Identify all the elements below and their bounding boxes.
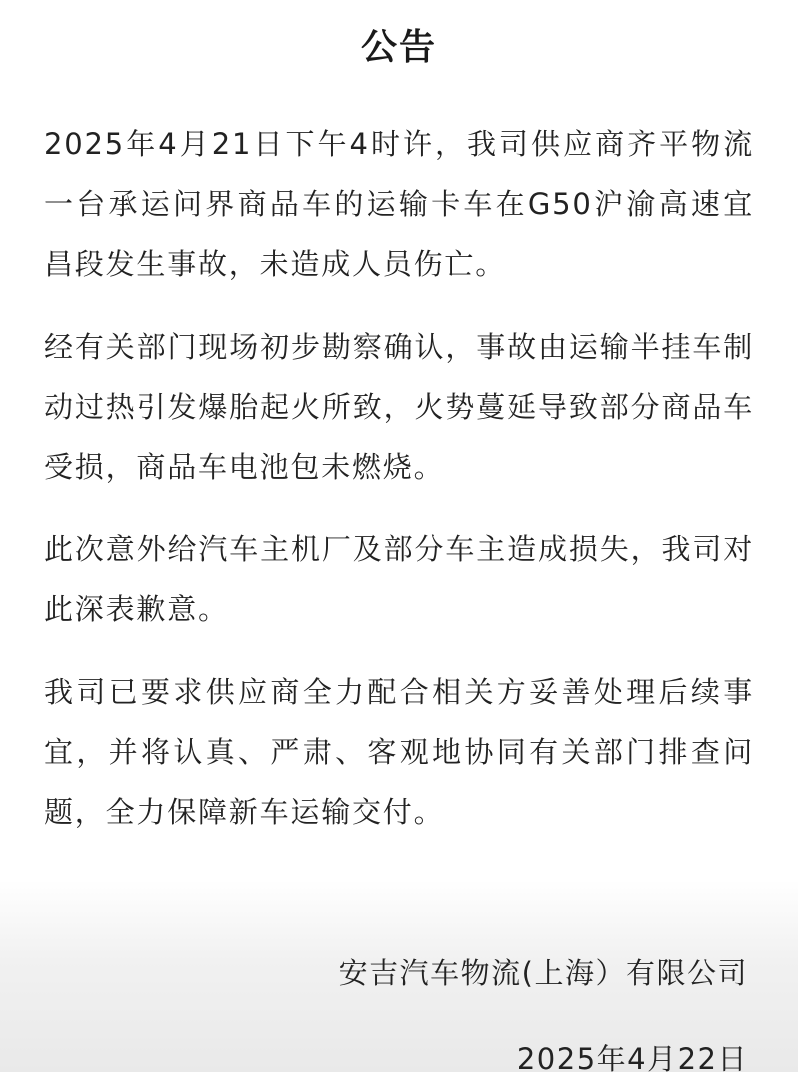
notice-paragraph-apology: 此次意外给汽车主机厂及部分车主造成损失，我司对此深表歉意。: [44, 532, 754, 626]
notice-paragraph-incident: 2025年4月21日下午4时许，我司供应商齐平物流一台承运问界商品车的运输卡车在G50沪渝高速宜昌段发生事故，未造成人员伤亡。: [44, 127, 754, 281]
company-signature: 安吉汽车物流(上海）有限公司: [338, 956, 748, 990]
notice-title: 公告: [360, 27, 437, 68]
notice-paragraph-cause: 经有关部门现场初步勘察确认，事故由运输半挂车制动过热引发爆胎起火所致，火势蔓延导致部分商品车受损，商品车电池包未燃烧。: [44, 330, 754, 484]
notice-date: 2025年4月22日: [516, 1042, 748, 1076]
notice-paragraph-followup: 我司已要求供应商全力配合相关方妥善处理后续事宜，并将认真、严肃、客观地协同有关部门排查问题，全力保障新车运输交付。: [44, 675, 754, 829]
